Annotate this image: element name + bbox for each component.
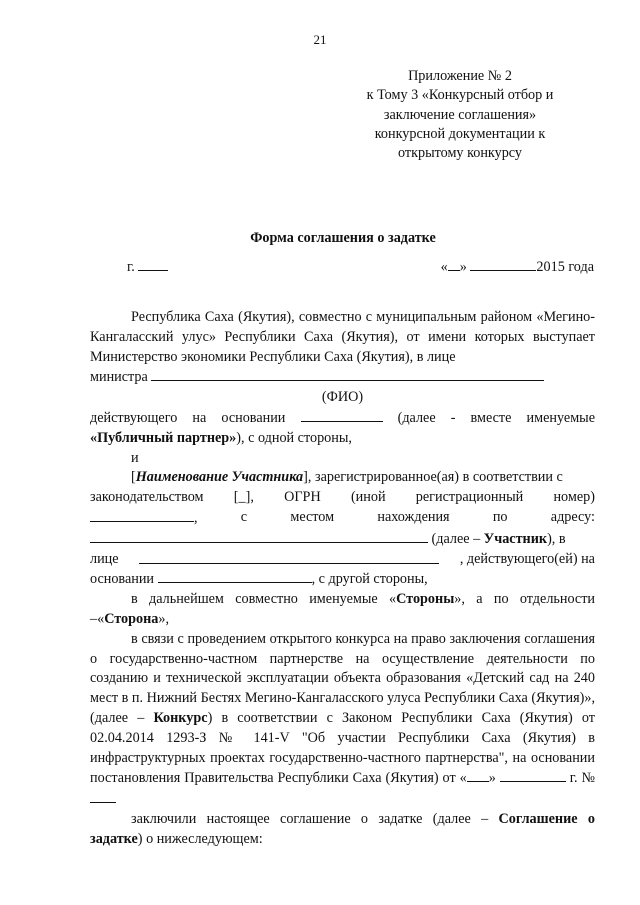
appendix-line: к Тому 3 «Конкурсный отбор и: [366, 87, 554, 104]
text: , действующего(ей) на: [459, 550, 595, 567]
word: (иной: [350, 489, 386, 506]
document-title: Форма соглашения о задатке: [250, 230, 436, 246]
text: (далее –: [428, 530, 484, 547]
date-open: «: [440, 259, 448, 275]
text: ], зарегистрированное(ая) в соответствии с: [303, 469, 563, 486]
place-blank: [138, 257, 168, 271]
text: ) в соответствии с Законом Республики Саха (Якутия) от 02.04.2014 1293-З № 141-V "Об участии Республики Саха (Якутия) в инфраструктурных проектах государственно-частного партнерства", на основании постановления Правительства Республики Саха (Якутия) от «: [90, 709, 595, 787]
address-blank: [90, 529, 428, 543]
paragraph-parties: Республика Саха (Якутия), совместно с муниципальным районом «Мегино-Кангаласский улус» Республики Саха (Якутия), от имени которых выступает Министерство экономики Республики Саха (Якутия), в лице: [90, 309, 595, 365]
legislation-line: [90, 488, 595, 508]
participant-term: Участник: [483, 530, 548, 547]
text: г. №: [565, 770, 595, 787]
date-field: [441, 257, 594, 278]
text: ), с одной стороны,: [236, 429, 352, 446]
word: ,: [194, 509, 198, 526]
word: [_],: [233, 489, 254, 506]
text: ) о нижеследующем:: [137, 830, 263, 847]
tender-term: Конкурс: [153, 709, 208, 726]
text: [: [131, 469, 136, 486]
minister-blank: [151, 367, 544, 381]
reg-number-field: [90, 508, 198, 529]
text: », а по отдельности –: [90, 591, 595, 627]
minister-line: [90, 367, 595, 388]
word: ОГРН: [284, 489, 321, 506]
place-field: [127, 257, 168, 278]
text: «: [97, 610, 105, 627]
word: лице: [90, 550, 119, 567]
word: законодательством: [90, 489, 204, 506]
appendix-line: заключение соглашения»: [383, 106, 537, 123]
representative-line: [90, 550, 595, 570]
paragraph-sides: [90, 590, 595, 630]
text: заключили настоящее соглашение о задатке (далее –: [131, 810, 499, 827]
resolution-month-blank: [500, 768, 566, 782]
text: в дальнейшем совместно именуемые «: [131, 591, 397, 608]
text: основании: [90, 571, 158, 588]
address-line: [90, 508, 595, 529]
appendix-line: Приложение № 2: [408, 68, 512, 84]
sides-term: Стороны: [396, 591, 455, 608]
basis-blank: [301, 408, 383, 422]
appendix-note: [340, 67, 580, 163]
text: ), в: [547, 530, 566, 547]
text: »: [488, 770, 500, 787]
paragraph-tender: [90, 630, 595, 810]
paragraph-public-partner: [90, 408, 595, 449]
word: местом: [290, 508, 335, 525]
word: регистрационный: [415, 489, 524, 506]
appendix-line: конкурсной документации к: [374, 125, 546, 142]
text: действующего на основании: [90, 409, 301, 426]
text: , с другой стороны,: [311, 571, 428, 588]
word: по: [492, 508, 508, 525]
word: номер): [553, 489, 595, 506]
conjunction: и: [131, 449, 139, 466]
paragraph-concluded: [90, 810, 595, 850]
date-year: 2015 года: [536, 259, 594, 275]
fio-caption: (ФИО): [321, 389, 364, 406]
participant-name-line: [90, 468, 595, 488]
minister-label: министра: [90, 369, 152, 386]
month-blank: [470, 257, 536, 271]
text: (далее - вместе именуемые: [382, 409, 595, 426]
representative-blank: [139, 550, 439, 564]
place-prefix: г.: [127, 259, 139, 275]
resolution-number-blank: [90, 789, 116, 803]
agreement-body: [90, 308, 595, 850]
side-term: Сторона: [104, 610, 159, 627]
word: адресу:: [550, 508, 595, 525]
text: »,: [158, 610, 170, 627]
day-blank: [448, 257, 460, 271]
date-close: »: [459, 259, 471, 275]
reg-number-blank: [90, 508, 194, 522]
participant-basis-blank: [158, 569, 312, 583]
resolution-day-blank: [467, 768, 489, 782]
word: нахождения: [377, 508, 450, 525]
deposit-agreement-term: Соглашение о задатке: [90, 810, 595, 847]
public-partner-term: «Публичный партнер»: [90, 429, 237, 446]
page-number: 21: [313, 32, 327, 47]
participant-address-line: [90, 529, 595, 550]
appendix-line: открытому конкурсу: [397, 145, 523, 162]
basis-line: [90, 569, 595, 590]
participant-name-placeholder: Наименование Участника: [135, 469, 304, 486]
word: с: [240, 508, 248, 525]
text: в связи с проведением открытого конкурса на право заключения соглашения о государственно-частном партнерстве на осуществление деятельности по созданию и технической эксплуатации объекта образования «Детский сад на 240 мест в п. Нижний Бестях Мегино-Кангаласского улуса Республики Саха (Якутия)», (далее –: [90, 630, 595, 726]
